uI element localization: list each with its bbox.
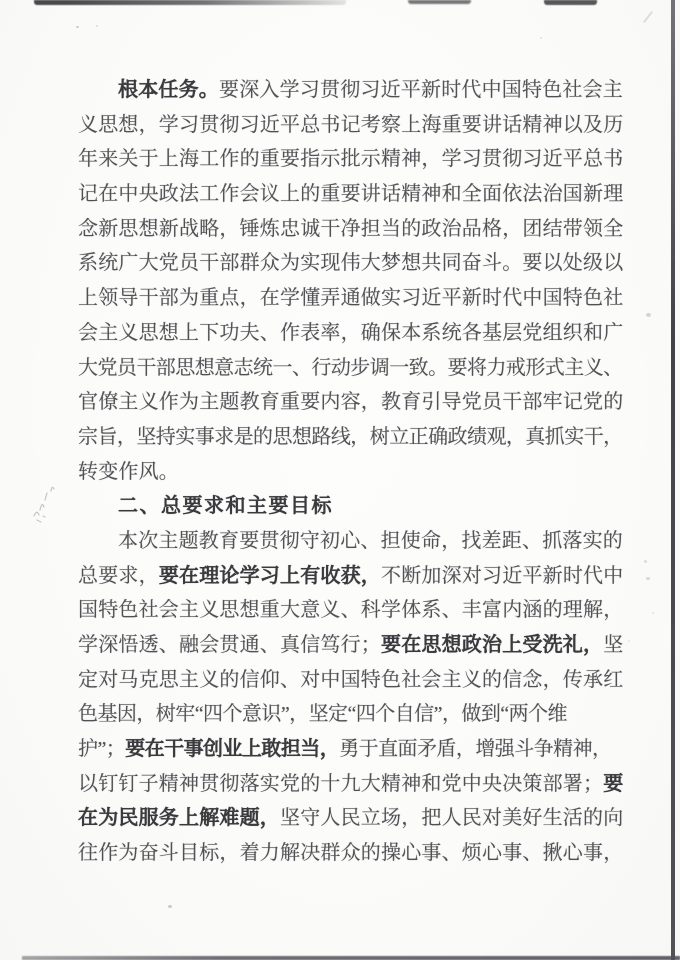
emphasis-text: 要在理论学习上有收获， [158, 564, 382, 587]
body-text: 定对马克思主义的信仰、对中国特色社会主义的信念，传承红 [78, 668, 624, 691]
emphasis-text: 根本任务。 [118, 79, 219, 101]
body-text: 色基因，树牢“四个意识”，坚定“四个自信”，做到“两个维 [78, 703, 567, 726]
dust-speck [644, 560, 647, 563]
text-line-16 [78, 593, 630, 628]
text-line-9 [78, 351, 630, 386]
body-text: 要深入学习贯彻习近平新时代中国特色社会主 [219, 79, 623, 101]
text-line-10 [78, 385, 630, 420]
body-text: 本次主题教育要贯彻守初心、担使命，找差距、抓落实的 [118, 529, 623, 552]
emphasis-text: 要 [603, 772, 624, 795]
emphasis-text: 要在干事创业上敢担当， [125, 738, 340, 761]
emphasis-text: 二、总要求和主要目标 [118, 495, 333, 518]
emphasis-text: 要在思想政治上受洗礼， [381, 634, 604, 656]
text-line-23 [78, 836, 630, 871]
scan-edge-artifact-top-right [544, 0, 597, 5]
dust-speck [646, 577, 650, 580]
text-line-8 [78, 316, 630, 351]
scan-edge-artifact-top-middle [408, 0, 471, 4]
dust-speck [168, 905, 172, 908]
text-line-12 [78, 455, 630, 490]
dust-speck [652, 612, 654, 614]
body-text: 以钉钉子精神贯彻落实党的十九大精神和党中央决策部署； [78, 772, 604, 795]
dust-speck [96, 25, 98, 27]
text-line-11 [78, 420, 630, 455]
body-text: 勇于直面矛盾，增强斗争精神， [339, 738, 612, 761]
body-text: 转变作风。 [78, 460, 179, 483]
text-line-14 [78, 524, 630, 559]
text-line-20 [78, 732, 630, 767]
text-line-15 [78, 559, 630, 594]
body-text: 上领导干部为重点，在学懂弄通做实习近平新时代中国特色社 [78, 287, 624, 310]
text-line-4 [78, 177, 630, 212]
body-text: 大党员干部思想意志统一、行动步调一致。要将力戒形式主义、 [78, 356, 623, 379]
body-text: 坚 [603, 634, 624, 656]
scan-edge-artifact-right [671, 0, 675, 960]
text-line-18 [78, 663, 630, 698]
pencil-smudge [28, 470, 70, 530]
text-line-7 [78, 281, 630, 316]
body-text: 官僚主义作为主题教育重要内容，教育引导党员干部牢记党的 [78, 391, 624, 414]
body-text: 不断加深对习近平新时代中 [381, 564, 624, 587]
text-line-2 [78, 108, 630, 143]
body-text: 国特色社会主义思想重大意义、科学体系、丰富内涵的理解， [78, 599, 624, 622]
body-text: 学深悟透、融会贯通、真信笃行； [78, 634, 381, 656]
body-text: 年来关于上海工作的重要指示批示精神，学习贯彻习近平总书 [78, 148, 624, 171]
text-line-19 [78, 697, 630, 732]
body-text: 念新思想新战略，锤炼忠诚干净担当的政治品格，团结带领全 [78, 217, 624, 240]
body-text: 宗旨，坚持实事求是的思想路线，树立正确政绩观，真抓实干， [78, 425, 623, 448]
dust-speck [540, 37, 542, 39]
scan-edge-artifact-top-left [34, 0, 346, 5]
emphasis-text: 在为民服务上解难题， [78, 807, 280, 830]
body-text: 义思想，学习贯彻习近平总书记考察上海重要讲话精神以及历 [78, 113, 624, 136]
dust-speck [643, 11, 653, 23]
text-line-3 [78, 142, 630, 177]
text-line-5 [78, 212, 630, 247]
text-line-21 [78, 767, 630, 802]
text-line-22 [78, 801, 630, 836]
body-text: 总要求， [78, 564, 159, 587]
scan-edge-artifact-bottom [22, 956, 680, 960]
body-text: 会主义思想上下功夫、作表率，确保本系统各基层党组织和广 [78, 321, 624, 344]
text-line-17 [78, 628, 630, 663]
text-line-6 [78, 246, 630, 281]
body-text: 记在中央政法工作会议上的重要讲话精神和全面依法治国新理 [78, 183, 624, 206]
dust-speck [646, 313, 651, 317]
body-text: 系统广大党员干部群众为实现伟大梦想共同奋斗。要以处级以 [78, 252, 624, 275]
section-heading [78, 489, 630, 524]
document-text [78, 73, 630, 871]
body-text: 往作为奋斗目标，着力解决群众的操心事、烦心事、揪心事， [78, 842, 624, 865]
body-text: 护”； [78, 738, 126, 761]
text-line-1 [78, 73, 630, 108]
body-text: 坚守人民立场，把人民对美好生活的向 [280, 807, 624, 830]
dust-speck [76, 26, 79, 28]
